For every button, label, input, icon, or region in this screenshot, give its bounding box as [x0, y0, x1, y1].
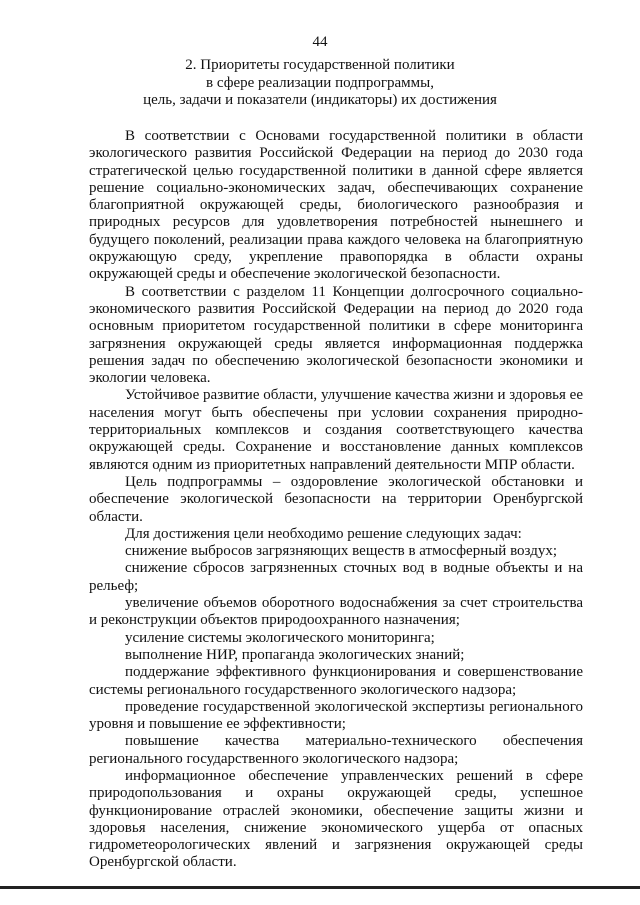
section-title-line: 2. Приоритеты государственной политики [185, 57, 455, 73]
task-item: информационное обеспечение управленческих решений в сфере природопользования и охраны окружающей среды, успешное функционирование отраслей экономики, обеспечение защиты жизни и здоровья населения, снижение экономического ущерба от опасных гидрометеорологических явлений и загрязнения окружающей среды Оренбургской области. [89, 767, 583, 871]
task-item: снижение сбросов загрязненных сточных вод в водные объекты и на рельеф; [89, 560, 583, 594]
section-title [0, 57, 640, 110]
body-text [89, 128, 583, 872]
task-item: выполнение НИР, пропаганда экологических знаний; [125, 646, 465, 663]
task-item: снижение выбросов загрязняющих веществ в атмосферный воздух; [125, 543, 558, 560]
task-item: поддержание эффективного функционирования и совершенствование системы регионального государственного экологического надзора; [89, 664, 583, 698]
task-item: усиление системы экологического мониторинга; [125, 629, 435, 646]
paragraph-subprogram-goal: Цель подпрограммы – оздоровление экологической обстановки и обеспечение экологической безопасности на территории Оренбургской области. [89, 473, 583, 525]
section-title-line: цель, задачи и показатели (индикаторы) их достижения [143, 92, 497, 108]
task-item: проведение государственной экологической экспертизы регионального уровня и повышение ее эффективности; [89, 698, 583, 733]
section-title-line: в сфере реализации подпрограммы, [206, 74, 434, 91]
bottom-rule [0, 886, 640, 889]
task-item: повышение качества материально-технического обеспечения регионального государственного экологического надзора; [89, 733, 583, 767]
paragraph-strategic-goal: В соответствии с Основами государственной политики в области экологического развития Российской Федерации на период до 2030 года стратегической целью государственной политики в данной сфере является решение социально-экономических задач, обеспечивающих сохранение благоприятной окружающей среды, биологического разнообразия и природных ресурсов для удовлетворения потребностей нынешнего и будущего поколений, реализации права каждого человека на благоприятную окружающую среду, укрепление правопорядка в области охраны окружающей среды и обеспечение экологической безопасности. [89, 128, 583, 283]
page-number: 44 [312, 34, 328, 50]
paragraph-monitoring-priority: В соответствии с разделом 11 Концепции долгосрочного социально-экономического развития Российской Федерации на период до 2020 года основным приоритетом государственной политики в сфере мониторинга загрязнения окружающей среды является информационная поддержка решения задач по обеспечению экологической безопасности экономики и экологии человека. [89, 283, 583, 387]
paragraph-tasks-intro: Для достижения цели необходимо решение следующих задач: [125, 525, 522, 542]
task-item: увеличение объемов оборотного водоснабжения за счет строительства и реконструкции объектов природоохранного назначения; [89, 595, 583, 629]
paragraph-sustainable-development: Устойчивое развитие области, улучшение качества жизни и здоровья ее населения могут быть обеспечены при условии сохранения природно-территориальных комплексов и создания соответствующего качества окружающей среды. Сохранение и восстановление данных комплексов являются одним из приоритетных направлений деятельности МПР области. [89, 387, 583, 473]
